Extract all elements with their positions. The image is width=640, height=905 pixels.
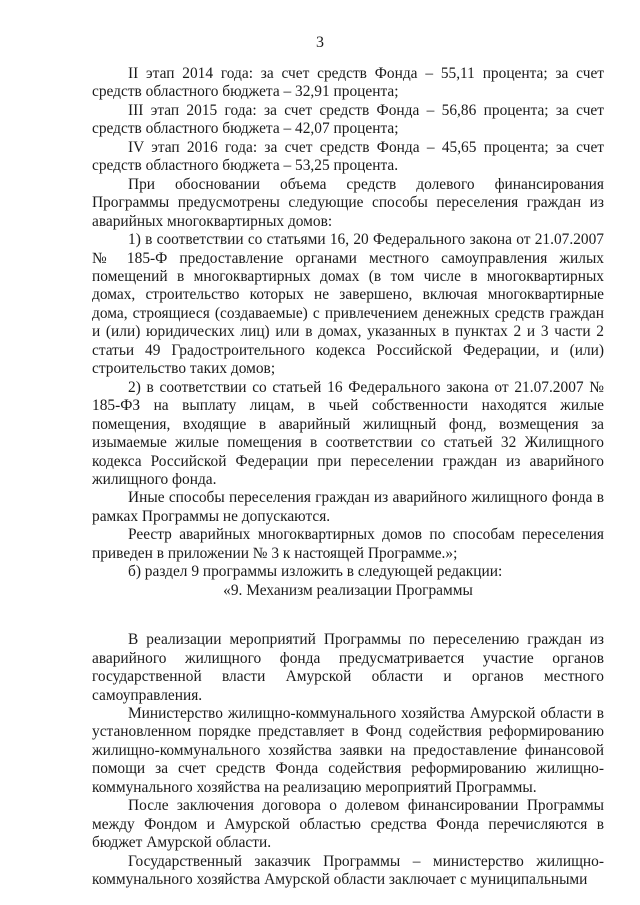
heading-spacer xyxy=(92,600,604,631)
section-9-heading: «9. Механизм реализации Программы xyxy=(223,581,473,599)
other-methods-paragraph: Иные способы переселения граждан из аварийного жилищного фонда в рамках Программы не допускаются. xyxy=(92,489,604,525)
document-body xyxy=(92,65,604,889)
method-1-paragraph: 1) в соответствии со статьями 16, 20 Федерального закона от 21.07.2007 № 185-Ф предоставление органами местного самоуправления жилых помещений в многоквартирных домах (в том числе в многоквартирных домах, строительство которых не завершено, включая многоквартирные дома, строящиеся (создаваемые) с привлечением денежных средств граждан и (или) юридических лиц) или в домах, указанных в пунктах 2 и 3 части 2 статьи 49 Градостроительного кодекса Российской Федерации, и (или) строительство таких домов; xyxy=(92,231,604,378)
method-2-paragraph: 2) в соответствии со статьей 16 Федерального закона от 21.07.2007 № 185-ФЗ на выплату лицам, в чьей собственности находятся жилые помещения, входящие в аварийный жилищный фонд, возмещения за изымаемые жилые помещения в соответствии со статьей 32 Жилищного кодекса Российской Федерации при переселении граждан из аварийного жилищного фонда. xyxy=(92,378,604,488)
ministry-applications-paragraph: Министерство жилищно-коммунального хозяйства Амурской области в установленном порядке представляет в Фонд содействия реформированию жилищно-коммунального хозяйства заявки на предоставление финансовой помощи за счет средств Фонда содействия реформированию жилищно-коммунального хозяйства на реализацию мероприятий Программы. xyxy=(92,704,604,796)
stage-3-paragraph: III этап 2015 года: за счет средств Фонда – 56,86 процента; за счет средств областного бюджета – 42,07 процента; xyxy=(92,101,604,138)
stage-4-paragraph: IV этап 2016 года: за счет средств Фонда – 45,65 процента; за счет средств областного бюджета – 53,25 процента. xyxy=(92,138,604,175)
resettlement-methods-paragraph: При обосновании объема средств долевого финансирования Программы предусмотрены следующие способы переселения граждан из аварийных многоквартирных домов: xyxy=(92,175,604,230)
funds-transfer-paragraph: После заключения договора о долевом финансировании Программы между Фондом и Амурской областью средства Фонда перечисляются в бюджет Амурской области. xyxy=(92,797,604,852)
registry-paragraph: Реестр аварийных многоквартирных домов по способам переселения приведен в приложении № 3 к настоящей Программе.»; xyxy=(92,526,604,562)
section-9-amendment-paragraph: б) раздел 9 программы изложить в следующей редакции: xyxy=(128,563,503,581)
stage-2-paragraph: II этап 2014 года: за счет средств Фонда – 55,11 процента; за счет средств областного бюджета – 32,91 процента; xyxy=(92,65,604,101)
page-number: 3 xyxy=(316,34,324,51)
participants-paragraph: В реализации мероприятий Программы по переселению граждан из аварийного жилищного фонда предусматривается участие органов государственной власти Амурской области и органов местного самоуправления. xyxy=(92,631,604,704)
state-customer-paragraph: Государственный заказчик Программы – министерство жилищно-коммунального хозяйства Амурской области заключает с муниципальными xyxy=(92,852,604,889)
